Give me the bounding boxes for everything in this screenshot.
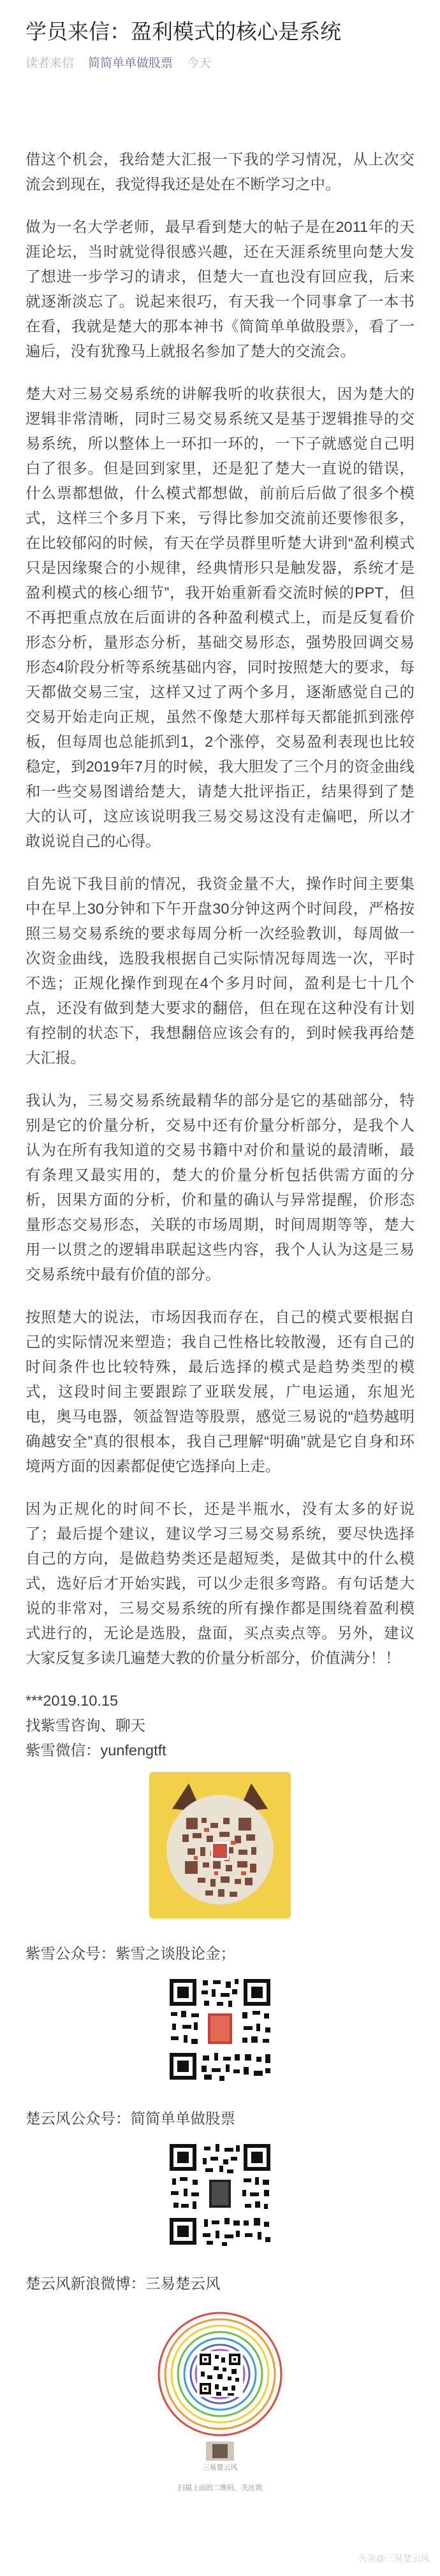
paragraph: 因为正规化的时间不长，还是半瓶水，没有太多的好说了；最后提个建议，建议学习三易交易系统，要尽快选择自己的方向，是做趋势类还是超短类，是做其中的什么模式，选好后才开始实践，可以少走很多弯路。有句话楚大说的非常对，三易交易系统的所有操作都是围绕着盈利模式进行的，无论是选股，盘面，买点卖点等。另外，建议大家反复多读几遍楚大教的价量分析部分，价值满分！！ bbox=[26, 1500, 414, 1666]
article-date: ***2019.10.15 bbox=[26, 1692, 119, 1709]
wechat-qr-block bbox=[26, 1772, 414, 1918]
wechat-label: 紫雪微信：yunfengtft bbox=[26, 1742, 166, 1759]
weibo-label: 楚云风新浪微博：三易楚云风 bbox=[26, 2275, 221, 2292]
watermark: 头条@三易楚云风 bbox=[358, 2553, 430, 2563]
qr-code-icon[interactable] bbox=[149, 1772, 291, 1918]
publish-time: 今天 bbox=[187, 57, 212, 70]
qr-caption-scan: 扫描上面的二维码，关注我 bbox=[178, 2484, 262, 2492]
qr-code-icon[interactable] bbox=[166, 1975, 274, 2083]
article-meta bbox=[26, 54, 414, 71]
account-link[interactable]: 简简单单做股票 bbox=[88, 57, 173, 70]
official-account-label: 紫雪公众号：紫雪之谈股论金； bbox=[26, 1945, 235, 1962]
contact-intro: 找紫雪咨询、聊天 bbox=[26, 1717, 145, 1734]
official-account-qr-art bbox=[166, 1975, 274, 2083]
chuyun-qr-block bbox=[26, 2140, 414, 2249]
weibo-qr-art bbox=[146, 2305, 294, 2471]
article-source: 读者来信 bbox=[26, 57, 75, 70]
paragraph: 楚大对三易交易系统的讲解我听的收获很大，因为楚大的逻辑非常清晰，同时三易交易系统又是基于逻辑推导的交易系统，所以整体上一环扣一环的，一下子就感觉自己明白了很多。但是回到家里，还是犯了楚大一直说的错误，什么票都想做，什么模式都想做，前前后后做了很多个模式，这样三个多月下来，亏得比参加交流前还要惨很多，在比较郁闷的时候，有天在学员群里听楚大讲到“盈利模式只是因缘聚合的小规律，经典情形只是触发器，系统才是盈利模式的核心细节”，我开始重新看交流时候的PPT，但不再把重点放在后面讲的各种盈利模式上，而是反复看价形态分析，量形态分析，基础交易形态，强势股回调交易形态4阶段分析等系统基础内容，同时按照楚大的要求，每天都做交易三宝，这样又过了两个多月，逐渐感觉自己的交易开始走向正规，虽然不像楚大那样每天都能抓到涨停板，但每周也总能抓到1，2个涨停，交易盈利表现也比较稳定，到2019年7月的时候，我大胆发了三个月的资金曲线和一些交易图谱给楚大，请楚大批评指正，结果得到了楚大的认可，这应该说明我三易交易这没有走偏吧，所以才敢说说自己的心得。 bbox=[26, 385, 414, 849]
wechat-qr-art bbox=[149, 1772, 291, 1918]
official-account-qr-block bbox=[26, 1975, 414, 2083]
paragraph: 按照楚大的说法，市场因我而存在，自己的模式要根据自己的实际情况来塑造；我自己性格比较散漫，还有自己的时间条件也比较特殊，最后选择的模式是趋势类型的模式，这段时间主要跟踪了亚联发展，广电运通，东旭光电，奥马电器，领益智造等股票，感觉三易说的“趋势越明确越安全”真的很根本，我自己理解“明确”就是它自身和环境两方面的因素都促使它选择向上走。 bbox=[26, 1309, 414, 1474]
qr-caption-name: 三易楚云风 bbox=[202, 2464, 238, 2472]
paragraph: 自先说下我目前的情况，我资金量不大，操作时间主要集中在早上30分钟和下午开盘30分钟这两个时间段，严格按照三易交易系统的要求每周分析一次经验教训，每周做一次资金曲线，选股我根据自己实际情况每周选一次，平时不选；正规化操作到现在4个多月时间，盈利是七十几个点，还没有做到楚大要求的翻倍，但在现在这种没有计划有控制的状态下，我想翻倍应该会有的，到时候我再给楚大汇报。 bbox=[26, 875, 414, 1066]
paragraph: 做为一名大学老师，最早看到楚大的帖子是在2011年的天涯论坛，当时就觉得很感兴趣，还在天涯系统里向楚大发了想进一步学习的请求，但楚大一直也没有回应我，后来就逐渐淡忘了。说起来很巧，有天我一个同事拿了一本书在看，我就是楚大的那本神书《简简单单做股票》，看了一遍后，没有犹豫马上就报名参加了楚大的交流会。 bbox=[26, 219, 414, 359]
article-body bbox=[26, 147, 414, 2493]
chuyun-account-label: 楚云风公众号：简简单单做股票 bbox=[26, 2110, 235, 2127]
article-title: 学员来信：盈利模式的核心是系统 bbox=[26, 20, 341, 43]
qr-code-icon[interactable] bbox=[166, 2140, 274, 2249]
paragraph: 借这个机会，我给楚大汇报一下我的学习情况，从上次交流会到现在，我觉得我还是处在不断学习之中。 bbox=[26, 151, 414, 192]
paragraph: 我认为，三易交易系统最精华的部分是它的基础部分，特别是它的价量分析，交易中还有价量分析部分，是我个人认为在所有我知道的交易书籍中对价和量说的最清晰，最有条理又最实用的，楚大的价量分析包括供需方面的分析，因果方面的分析，价和量的确认与异常提醒，价形态量形态交易形态，关联的市场周期，时间周期等等，楚大用一以贯之的逻辑串联起这些内容，我个人认为这是三易交易系统中最有价值的部分。 bbox=[26, 1092, 414, 1283]
fingerprint-qr-icon[interactable] bbox=[146, 2305, 294, 2471]
weibo-qr-block bbox=[26, 2305, 414, 2471]
chuyun-qr-art bbox=[166, 2140, 274, 2249]
